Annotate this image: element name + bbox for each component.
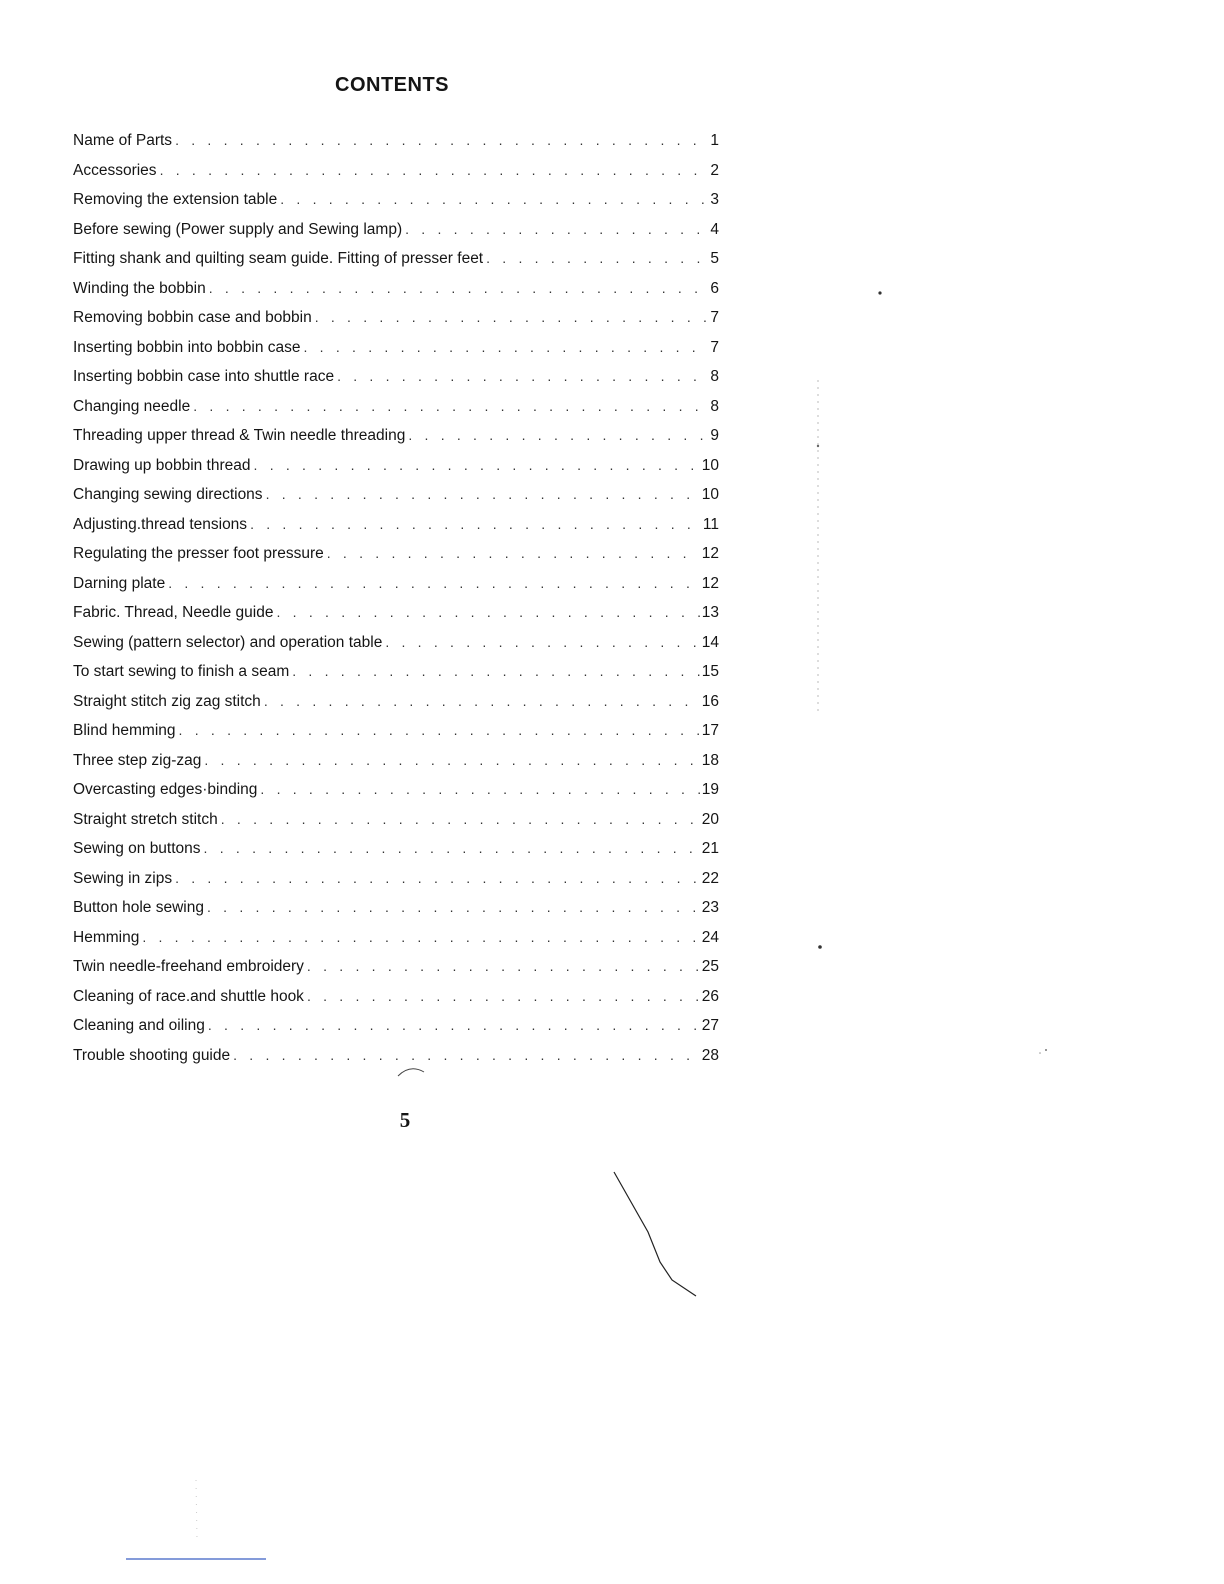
dot-leader <box>204 752 699 768</box>
dot-leader <box>207 899 700 915</box>
toc-entry-label: Removing the extension table <box>73 191 278 208</box>
toc-entry <box>73 516 719 546</box>
toc-entry <box>73 309 719 339</box>
stray-pen-stroke <box>614 1172 696 1296</box>
dot-leader <box>168 575 700 591</box>
toc-entry <box>73 486 719 516</box>
dot-leader <box>337 368 708 384</box>
toc-entry <box>73 545 719 575</box>
dot-leader <box>179 722 700 738</box>
toc-entry <box>73 752 719 782</box>
toc-entry-page: 17 <box>701 722 719 739</box>
dot-leader <box>193 398 708 414</box>
toc-entry-page: 5 <box>710 250 719 267</box>
dot-leader <box>160 162 709 178</box>
toc-entry-page: 24 <box>701 928 719 946</box>
toc-entry-label: To start sewing to finish a seam <box>73 663 290 680</box>
dot-leader <box>266 486 700 502</box>
toc-entry-label: Trouble shooting guide <box>73 1046 231 1064</box>
toc-entry <box>73 929 719 959</box>
toc-entry-label: Threading upper thread & Twin needle threading <box>73 427 406 444</box>
toc-entry-label: Before sewing (Power supply and Sewing lamp) <box>73 220 403 238</box>
toc-entry <box>73 368 719 398</box>
dot-leader <box>250 516 701 532</box>
dot-leader <box>486 250 708 266</box>
toc-entry-label: Hemming <box>73 928 140 946</box>
speck <box>817 445 819 447</box>
toc-entry-page: 6 <box>710 279 719 297</box>
toc-entry <box>73 604 719 634</box>
toc-entry-page: 14 <box>701 633 719 651</box>
toc-entry-page: 4 <box>710 220 719 238</box>
toc-entry-label: Winding the bobbin <box>73 279 206 297</box>
toc-entry <box>73 575 719 605</box>
speck <box>878 291 881 294</box>
contents-title: CONTENTS <box>335 74 449 96</box>
speck <box>1039 1052 1041 1054</box>
toc-entry <box>73 988 719 1018</box>
toc-entry-page: 10 <box>701 486 719 503</box>
toc-entry-label: Darning plate <box>73 574 166 592</box>
dot-leader <box>175 870 700 886</box>
toc-entry-page: 12 <box>701 545 719 562</box>
toc-entry-page: 7 <box>710 338 719 356</box>
toc-entry-page: 10 <box>701 456 719 474</box>
toc-entry <box>73 221 719 251</box>
toc-entry <box>73 1047 719 1077</box>
toc-entry-page: 15 <box>701 663 719 680</box>
toc-entry <box>73 722 719 752</box>
dot-leader <box>264 693 700 709</box>
toc-entry-page: 22 <box>701 869 719 887</box>
toc-entry-label: Inserting bobbin into bobbin case <box>73 338 301 356</box>
toc-entry <box>73 693 719 723</box>
toc-entry-page: 3 <box>710 191 719 208</box>
toc-entry-label: Fitting shank and quilting seam guide. Fitting of presser feet <box>73 250 484 267</box>
dot-leader <box>280 191 708 207</box>
dot-leader <box>276 604 699 620</box>
toc-entry-page: 28 <box>701 1046 719 1064</box>
toc-entry-page: 21 <box>701 840 719 857</box>
toc-entry-label: Accessories <box>73 161 157 179</box>
scan-edge-mark <box>196 1480 197 1540</box>
toc-entry-page: 19 <box>701 781 719 798</box>
toc-entry <box>73 427 719 457</box>
toc-entry <box>73 634 719 664</box>
dot-leader <box>175 132 708 148</box>
toc-entry-label: Overcasting edges·binding <box>73 781 258 798</box>
table-of-contents <box>73 132 719 1076</box>
dot-leader <box>233 1047 700 1063</box>
dot-leader <box>307 958 700 974</box>
toc-entry-label: Twin needle-freehand embroidery <box>73 958 304 975</box>
toc-entry-label: Three step zig-zag <box>73 751 202 769</box>
toc-entry <box>73 811 719 841</box>
toc-entry-label: Drawing up bobbin thread <box>73 456 251 474</box>
toc-entry <box>73 781 719 811</box>
toc-entry-page: 16 <box>701 692 719 710</box>
toc-entry <box>73 1017 719 1047</box>
dot-leader <box>385 634 699 650</box>
toc-entry-label: Inserting bobbin case into shuttle race <box>73 368 335 385</box>
toc-entry <box>73 457 719 487</box>
toc-entry-page: 20 <box>701 810 719 828</box>
toc-entry-label: Sewing in zips <box>73 869 173 887</box>
toc-entry-page: 8 <box>710 368 719 385</box>
dot-leader <box>260 781 699 797</box>
dot-leader <box>292 663 700 679</box>
toc-entry-page: 11 <box>702 515 719 533</box>
toc-entry-label: Name of Parts <box>73 132 173 149</box>
toc-entry-page: 9 <box>710 427 719 444</box>
toc-entry <box>73 899 719 929</box>
toc-entry-page: 13 <box>701 604 719 621</box>
dot-leader <box>208 1017 700 1033</box>
toc-entry-label: Blind hemming <box>73 722 176 739</box>
dot-leader <box>221 811 700 827</box>
dot-leader <box>307 988 700 1004</box>
toc-entry-label: Straight stretch stitch <box>73 810 218 828</box>
page-number: 5 <box>399 1108 411 1132</box>
toc-entry <box>73 280 719 310</box>
toc-entry <box>73 191 719 221</box>
dot-leader <box>142 929 699 945</box>
toc-entry-label: Regulating the presser foot pressure <box>73 545 324 562</box>
toc-entry <box>73 958 719 988</box>
toc-entry-page: 2 <box>710 161 719 179</box>
toc-entry-page: 1 <box>710 132 719 149</box>
toc-entry-label: Removing bobbin case and bobbin <box>73 309 312 326</box>
dot-leader <box>304 339 709 355</box>
toc-entry-label: Sewing (pattern selector) and operation table <box>73 633 383 651</box>
dot-leader <box>204 840 700 856</box>
toc-entry-page: 27 <box>701 1017 719 1034</box>
toc-entry-page: 23 <box>701 899 719 916</box>
toc-entry-label: Button hole sewing <box>73 899 204 916</box>
toc-entry <box>73 132 719 162</box>
dot-leader <box>254 457 700 473</box>
speck <box>818 945 822 949</box>
toc-entry <box>73 398 719 428</box>
dot-leader <box>209 280 709 296</box>
toc-entry-label: Cleaning of race.and shuttle hook <box>73 987 304 1005</box>
toc-entry <box>73 250 719 280</box>
toc-entry <box>73 870 719 900</box>
toc-entry-label: Adjusting.thread tensions <box>73 515 248 533</box>
toc-entry-page: 12 <box>701 574 719 592</box>
toc-entry-label: Sewing on buttons <box>73 840 201 857</box>
toc-entry-label: Changing needle <box>73 397 191 415</box>
toc-entry <box>73 339 719 369</box>
toc-entry-page: 26 <box>701 987 719 1005</box>
toc-entry <box>73 162 719 192</box>
dot-leader <box>405 221 708 237</box>
toc-entry-page: 25 <box>701 958 719 975</box>
toc-entry-label: Fabric. Thread, Needle guide <box>73 604 274 621</box>
dot-leader <box>315 309 709 325</box>
toc-entry-page: 18 <box>701 751 719 769</box>
toc-entry-label: Changing sewing directions <box>73 486 263 503</box>
toc-entry <box>73 840 719 870</box>
toc-entry <box>73 663 719 693</box>
toc-entry-label: Straight stitch zig zag stitch <box>73 692 261 710</box>
toc-entry-page: 7 <box>710 309 719 326</box>
dot-leader <box>327 545 700 561</box>
toc-entry-page: 8 <box>710 397 719 415</box>
toc-entry-label: Cleaning and oiling <box>73 1017 205 1034</box>
speck <box>1045 1049 1047 1051</box>
dot-leader <box>408 427 708 443</box>
